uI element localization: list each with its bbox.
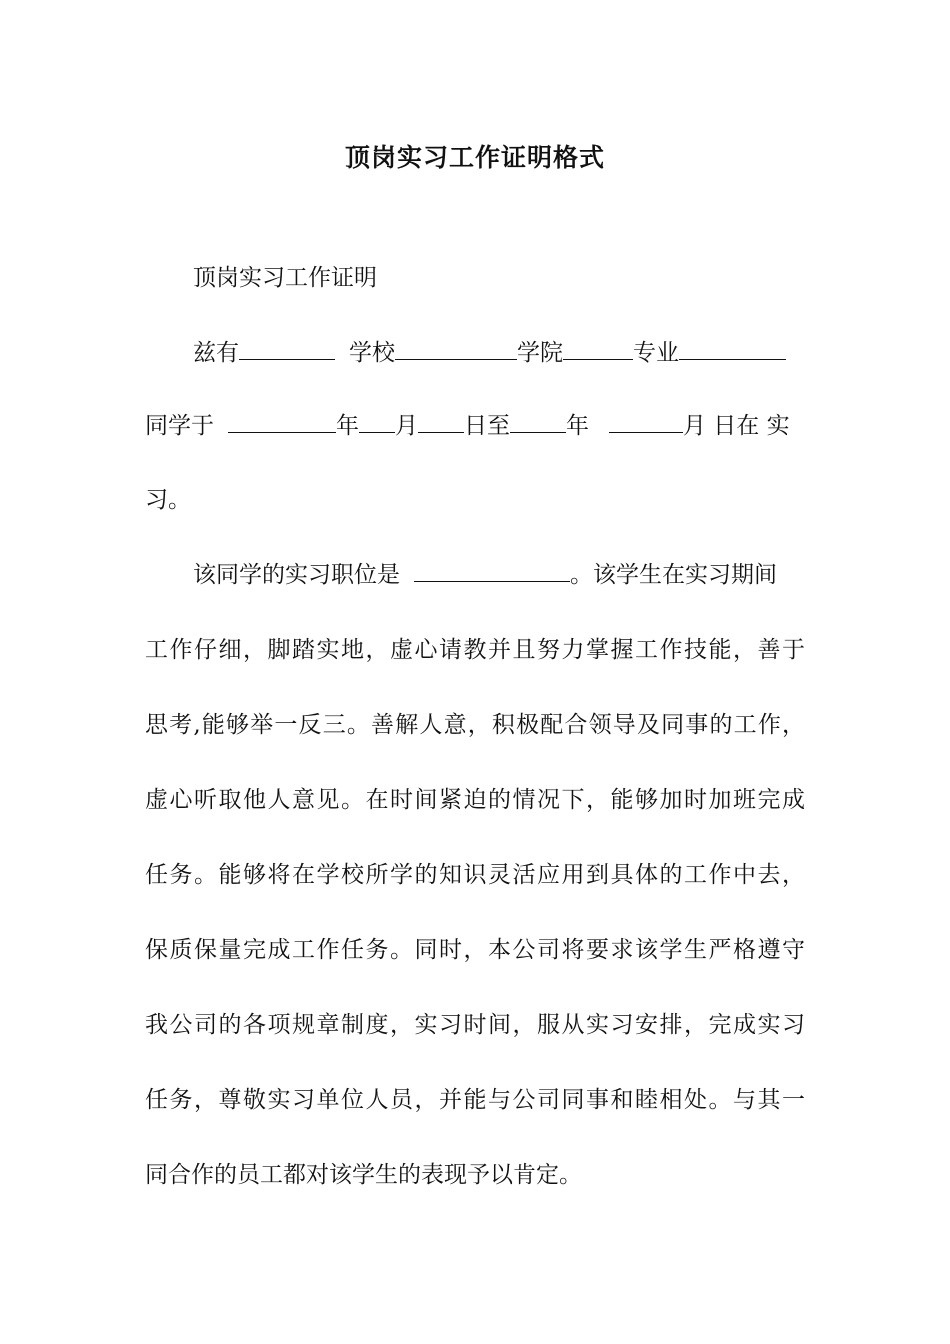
- para-line-9: 同合作的员工都对该学生的表现予以肯定。: [145, 1162, 582, 1188]
- line-dates: [145, 410, 805, 442]
- text-zi-you: 兹有: [193, 340, 239, 366]
- text-month-day-at: 月 日在 实: [683, 413, 790, 439]
- blank-position: [414, 559, 570, 582]
- blank-start-month: [359, 410, 395, 433]
- text-day-to: 日至: [464, 413, 510, 439]
- blank-college: [563, 337, 633, 360]
- para-line-4: 虚心听取他人意见。在时间紧迫的情况下，能够加时加班完成: [145, 787, 805, 813]
- blank-name: [239, 337, 335, 360]
- document-title: 顶岗实习工作证明格式: [344, 143, 605, 172]
- blank-start-day: [418, 410, 464, 433]
- text-year-2: 年: [566, 413, 589, 439]
- blank-end-year: [510, 410, 566, 433]
- blank-school: [395, 337, 517, 360]
- line-school-info: [193, 337, 805, 369]
- para-line-8: 任务，尊敬实习单位人员，并能与公司同事和睦相处。与其一: [145, 1087, 805, 1113]
- para-line-6: 保质保量完成工作任务。同时，本公司将要求该学生严格遵守: [145, 937, 805, 963]
- para-line-3: 思考,能够举一反三。善解人意，积极配合领导及同事的工作，: [145, 712, 805, 738]
- blank-major: [679, 337, 786, 360]
- blank-end-month: [609, 410, 683, 433]
- text-position-label: 该同学的实习职位是: [193, 562, 400, 588]
- blank-start-year: [228, 410, 336, 433]
- para-line-1: [193, 559, 805, 591]
- certificate-heading: 顶岗实习工作证明: [193, 265, 377, 291]
- text-major: 专业: [633, 340, 679, 366]
- para-line-5: 任务。能够将在学校所学的知识灵活应用到具体的工作中去，: [145, 862, 805, 888]
- text-month-1: 月: [395, 413, 418, 439]
- para-line-7: 我公司的各项规章制度，实习时间，服从实习安排，完成实习: [145, 1012, 805, 1038]
- para-line-2: 工作仔细，脚踏实地，虚心请教并且努力掌握工作技能，善于: [145, 637, 805, 663]
- text-period: 。该学生在实习期间: [570, 562, 777, 588]
- line-practice-end: 习。: [145, 487, 191, 513]
- text-college: 学院: [517, 340, 563, 366]
- text-year-1: 年: [336, 413, 359, 439]
- text-student-on: 同学于: [145, 413, 214, 439]
- text-school: 学校: [349, 340, 395, 366]
